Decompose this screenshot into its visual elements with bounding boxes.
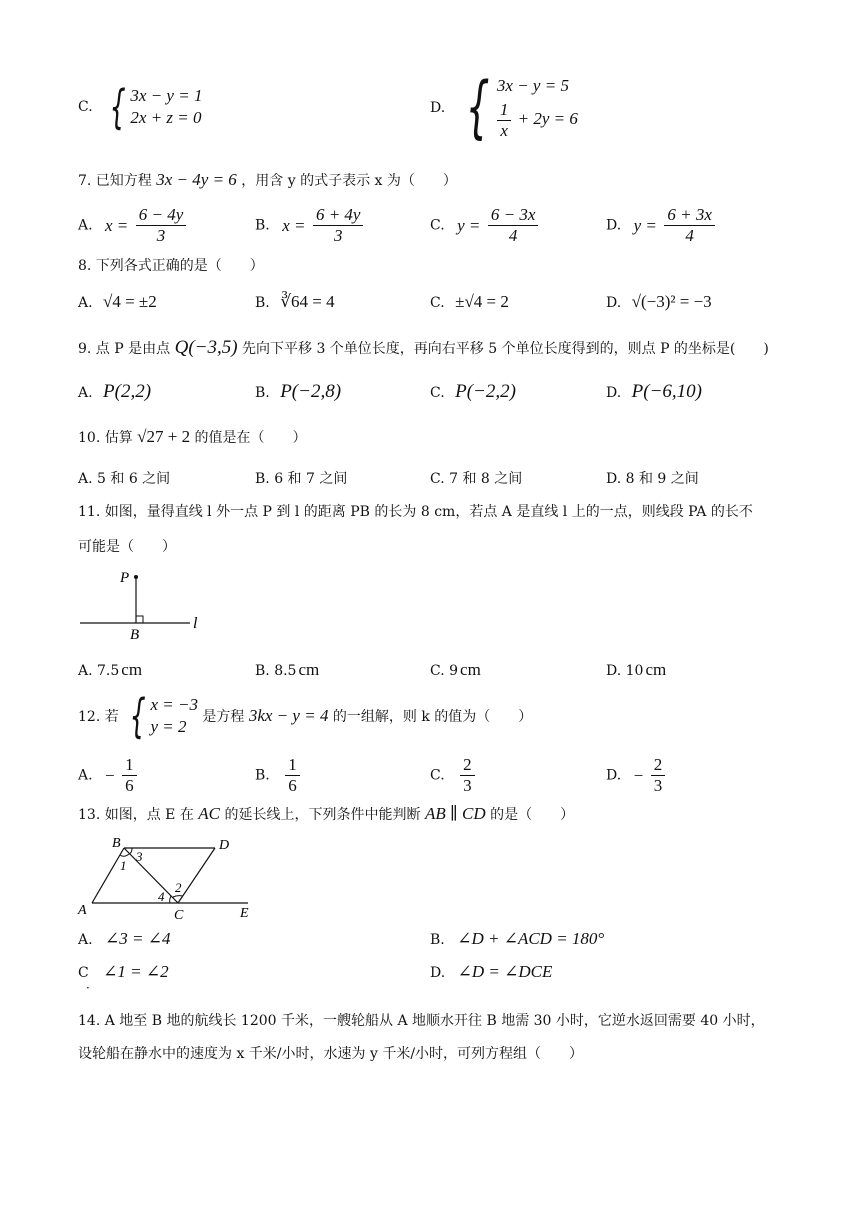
option-expression: ±√4 = 2 [455, 292, 509, 311]
option-unit: cm [121, 660, 143, 679]
fraction-denominator: 3 [333, 226, 343, 245]
option-lhs: x = [282, 215, 306, 235]
label-b: B [130, 627, 140, 643]
q9-option-c [430, 381, 516, 403]
question-9-stem [78, 337, 769, 359]
fraction-denominator: 6 [125, 776, 134, 795]
stem-point: Q(−3,5) [174, 337, 238, 358]
fraction-denominator: 3 [463, 776, 472, 795]
system-line [497, 97, 578, 141]
q12-option-a [78, 755, 140, 796]
question-7-stem [78, 170, 457, 190]
question-11-stem-line2: 可能是（ ） [78, 539, 176, 555]
q13-option-c-dot: · [86, 981, 90, 995]
system-line: 2x + z = 0 [130, 108, 202, 127]
label-p: P [120, 570, 130, 586]
q9-option-b [255, 381, 341, 403]
system-line: x = −3 [150, 695, 198, 714]
q11-option-d [606, 660, 666, 680]
option-label: C. [78, 99, 93, 115]
q9-option-d [606, 381, 702, 403]
option-expression: P(−2,8) [280, 381, 342, 402]
option-unit: cm [645, 660, 667, 679]
q10-option-d: D. 8 和 9 之间 [606, 471, 699, 487]
option-label: B. [430, 932, 445, 948]
system-line: y = 2 [150, 717, 187, 736]
option-expression: ∠D = ∠DCE [457, 962, 553, 981]
option-lhs: x = [105, 215, 129, 235]
q11-option-b [255, 660, 319, 680]
question-10-stem [78, 427, 307, 447]
stem-equation: 3kx − y = 4 [248, 706, 329, 725]
q8-option-d [606, 292, 712, 312]
q12-option-d [606, 755, 668, 796]
option-expression: ∠1 = ∠2 [103, 962, 169, 981]
fraction-numerator: 2 [460, 755, 475, 776]
angle-arc-4 [170, 896, 171, 903]
stem-text: 10. 估算 [78, 430, 133, 446]
fraction-denominator: 3 [156, 226, 166, 245]
fraction-numerator: 2 [651, 755, 666, 776]
label-c: C [174, 908, 184, 920]
stem-text: 的延长线上，下列条件中能判断 [224, 807, 421, 823]
stem-text: ，用含 y 的式子表示 x 为（ ） [241, 173, 457, 189]
q10-option-b: B. 6 和 7 之间 [255, 471, 348, 487]
angle-label-3: 3 [136, 849, 143, 864]
q11-option-a [78, 660, 142, 680]
stem-text: 的是（ ） [490, 807, 575, 823]
q12-option-b [255, 755, 303, 796]
label-d: D [219, 838, 230, 853]
option-label: D. [606, 767, 622, 784]
q11-figure [78, 566, 208, 644]
q10-option-c: C. 7 和 8 之间 [430, 471, 523, 487]
option-label: A. [78, 767, 93, 784]
option-expression: ∠3 = ∠4 [105, 929, 171, 948]
fraction-numerator: 1 [122, 755, 137, 776]
option-label: C [78, 965, 89, 981]
stem-text: 7. 已知方程 [78, 173, 152, 189]
fraction-numerator: 6 + 3x [664, 205, 715, 226]
q13-option-c [78, 962, 169, 982]
fraction-denominator: 4 [685, 226, 694, 245]
label-b: B [112, 836, 121, 851]
angle-label-2: 2 [175, 880, 182, 895]
question-14-line2: 设轮船在静水中的速度为 x 千米/小时，水速为 y 千米/小时，可列方程组（ ） [78, 1046, 584, 1062]
option-expression: √(−3)² = −3 [631, 292, 712, 311]
fraction-denominator: 4 [508, 226, 518, 245]
option-label: B. 8.5 [255, 663, 297, 679]
option-expression: ∠D + ∠ACD = 180° [457, 929, 605, 948]
option-label: D. [430, 100, 446, 116]
question-11-stem-line1: 11. 如图，量得直线 l 外一点 P 到 l 的距离 PB 的长为 8 cm，若点 A 是直线 l 上的一点，则线段 PA 的长不 [78, 504, 753, 520]
equation-system [123, 689, 198, 743]
option-expression: P(−2,2) [455, 381, 516, 402]
equation-tail: + 2y = 6 [517, 109, 578, 128]
option-label: D. [606, 385, 622, 401]
fraction-numerator: 1 [285, 755, 300, 776]
q13-option-a [78, 929, 170, 949]
option-unit: cm [460, 660, 481, 679]
q6-option-d [430, 68, 578, 147]
option-label: C. [430, 767, 445, 784]
option-sign: − [105, 765, 115, 785]
option-label: D. [606, 295, 622, 311]
segment-ab [92, 848, 124, 903]
q7-option-c [430, 205, 541, 246]
question-12-stem [78, 689, 533, 743]
question-8-stem: 8. 下列各式正确的是（ ） [78, 258, 264, 274]
q8-option-b [255, 292, 335, 312]
option-label: D. [606, 217, 622, 234]
option-label: D. [430, 965, 446, 981]
stem-text: 的一组解，则 k 的值为（ ） [332, 709, 533, 725]
fraction-denominator: x [500, 120, 508, 140]
option-lhs: y = [633, 215, 657, 235]
right-angle-mark [136, 616, 143, 623]
option-label: A. [78, 385, 93, 401]
brace-icon: { [109, 80, 126, 134]
stem-parallel: AB ∥ CD [424, 804, 486, 823]
option-label: C. [430, 385, 445, 401]
option-label: D. 10 [606, 663, 644, 679]
segment-bc [124, 848, 178, 903]
option-expression: √4 = ±2 [103, 292, 157, 311]
q10-option-a: A. 5 和 6 之间 [78, 471, 171, 487]
option-label: A. [78, 217, 93, 234]
stem-text: 12. 若 [78, 709, 119, 725]
option-label: C. [430, 295, 445, 311]
q13-figure [74, 834, 264, 920]
stem-text: 是方程 [202, 709, 245, 725]
question-14-line1: 14. A 地至 B 地的航线长 1200 千米，一艘轮船从 A 地顺水开往 B 地需 30 小时，它逆水返回需要 40 小时， [78, 1013, 765, 1029]
option-expression: ∛64 = 4 [280, 292, 335, 311]
equation-system [456, 68, 578, 147]
q8-option-c [430, 292, 509, 312]
q13-option-b [430, 929, 604, 949]
angle-label-1: 1 [120, 858, 127, 873]
segment-dc [178, 848, 215, 903]
brace-icon: { [465, 68, 490, 147]
option-label: B. [255, 385, 270, 401]
angle-arc-1 [120, 854, 129, 856]
option-label: C. [430, 217, 445, 234]
label-e: E [240, 906, 249, 920]
option-label: B. [255, 217, 270, 234]
system-line: 3x − y = 1 [130, 86, 203, 105]
option-expression: P(−6,10) [631, 381, 702, 402]
label-l: l [193, 615, 198, 632]
stem-text: 的值是在（ ） [194, 430, 307, 446]
option-label: B. [255, 295, 270, 311]
stem-text: 13. 如图，点 E 在 [78, 807, 194, 823]
q7-option-a [78, 205, 189, 246]
q11-option-c [430, 660, 481, 680]
point-p [134, 575, 138, 579]
question-13-stem [78, 804, 574, 824]
fraction-numerator: 6 − 4y [136, 205, 187, 226]
q6-option-c [78, 80, 203, 134]
q7-option-d [606, 205, 718, 246]
stem-text: 9. 点 P 是由点 [78, 341, 171, 357]
option-label: A. [78, 295, 93, 311]
stem-equation: 3x − 4y = 6 [156, 170, 237, 189]
q7-option-b [255, 205, 366, 246]
stem-segment: AC [198, 804, 221, 823]
system-line: 3x − y = 5 [496, 76, 569, 95]
option-unit: cm [298, 660, 320, 679]
fraction-denominator: 3 [653, 776, 663, 795]
option-label: B. [255, 767, 270, 784]
option-lhs: y = [457, 215, 481, 235]
option-sign: − [633, 765, 644, 785]
fraction-numerator: 1 [497, 100, 512, 121]
q9-option-a [78, 381, 151, 403]
equation-system [103, 80, 203, 134]
option-label: A. 7.5 [78, 663, 120, 679]
fraction-numerator: 6 + 4y [313, 205, 364, 226]
q8-option-a [78, 292, 157, 312]
angle-label-4: 4 [158, 889, 165, 904]
q12-option-c [430, 755, 478, 796]
option-label: A. [78, 932, 93, 948]
brace-icon: { [129, 689, 146, 743]
label-a: A [78, 903, 87, 918]
fraction-numerator: 6 − 3x [488, 205, 539, 226]
option-expression: P(2,2) [103, 381, 152, 402]
fraction-denominator: 6 [288, 776, 297, 795]
q13-option-d [430, 962, 552, 982]
stem-expression: √27 + 2 [137, 427, 191, 446]
option-label: C. 9 [430, 663, 459, 679]
stem-text: 先向下平移 3 个单位长度，再向右平移 5 个单位长度得到的，则点 P 的坐标是( ) [242, 341, 769, 357]
